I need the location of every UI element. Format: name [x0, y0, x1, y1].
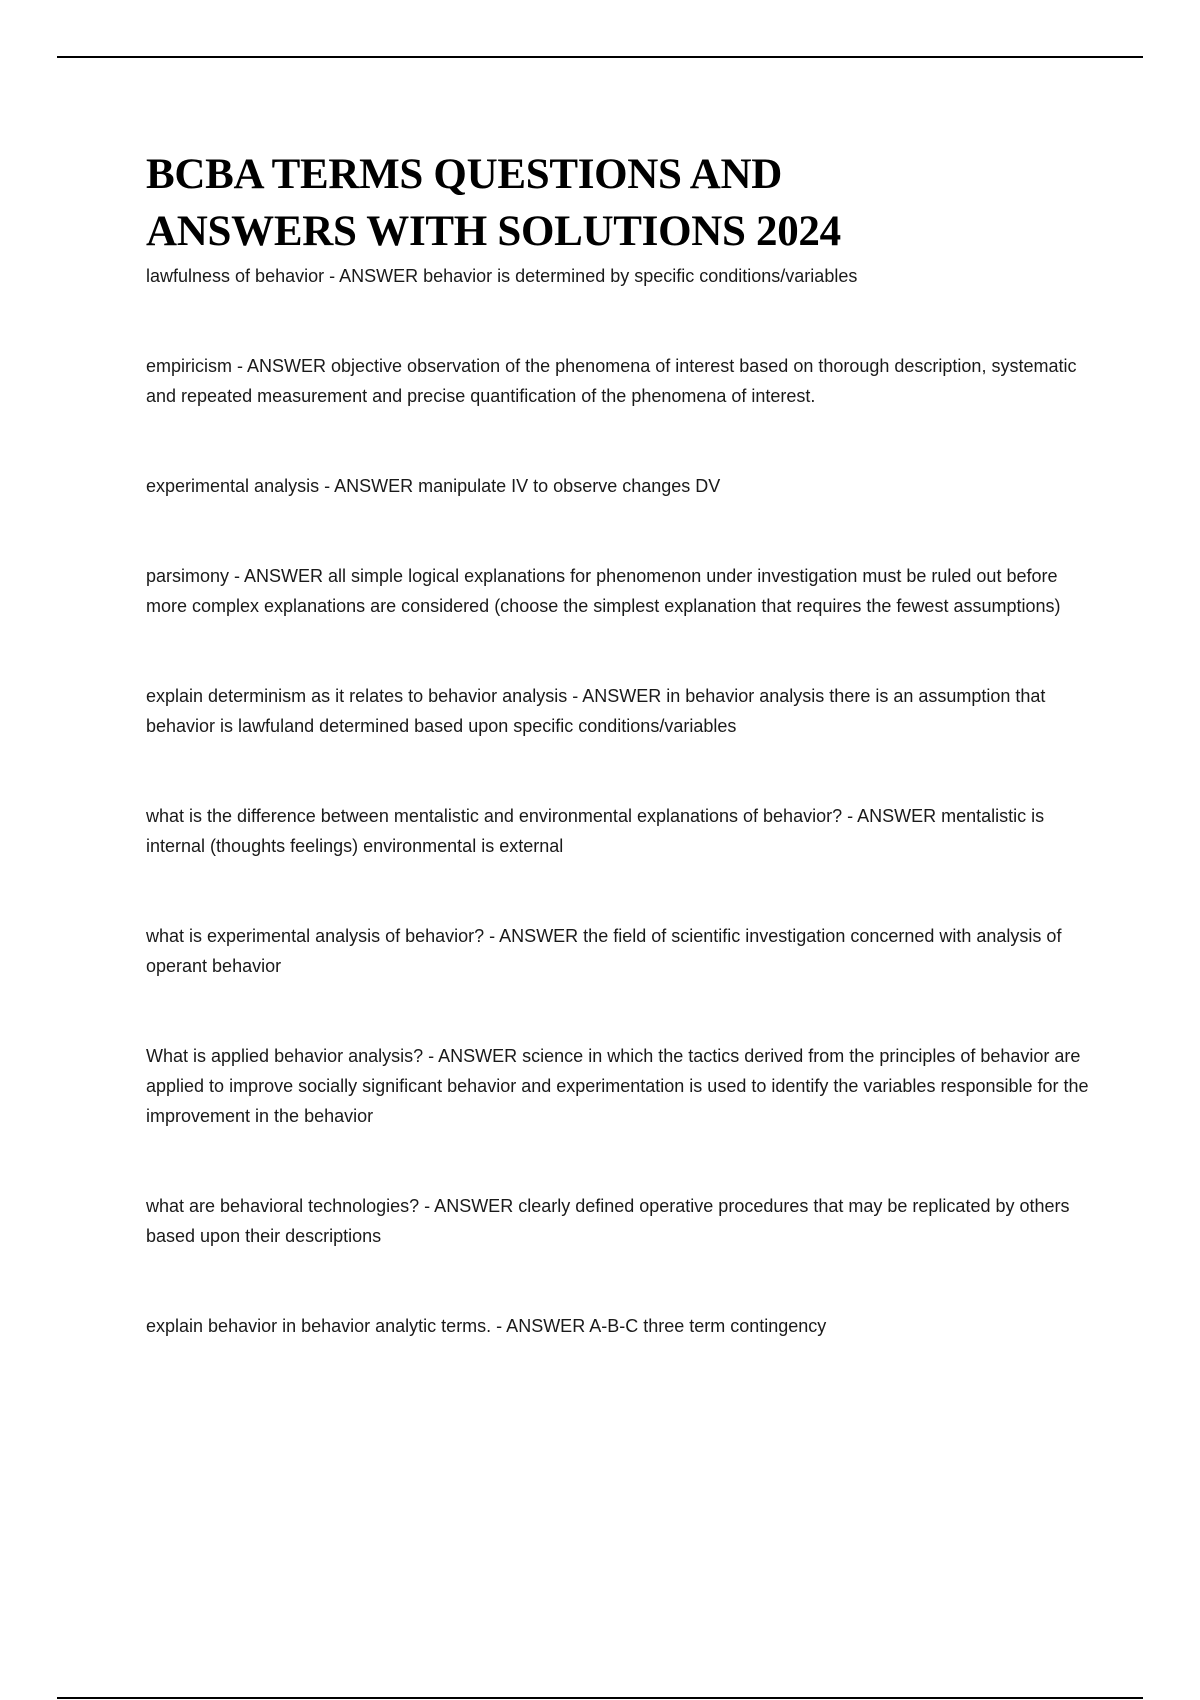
- qa-entry-eab: what is experimental analysis of behavior? - ANSWER the field of scientific investigation concerned with analysis of operant behavior: [146, 926, 1062, 976]
- document-body: [146, 146, 1096, 1401]
- qa-entry-aba: What is applied behavior analysis? - ANSWER science in which the tactics derived from the principles of behavior are applied to improve socially significant behavior and experimentation is used to identify the variables responsible for the improvement in the behavior: [146, 1046, 1089, 1126]
- top-divider: [57, 56, 1143, 58]
- title-line-2: ANSWERS WITH SOLUTIONS 2024: [146, 208, 841, 255]
- qa-entry-experimental-analysis: experimental analysis - ANSWER manipulate IV to observe changes DV: [146, 476, 721, 496]
- qa-entry-abc-contingency: explain behavior in behavior analytic terms. - ANSWER A-B-C three term contingency: [146, 1316, 827, 1336]
- qa-entry-determinism: explain determinism as it relates to behavior analysis - ANSWER in behavior analysis there is an assumption that behavior is lawfuland determined based upon specific conditions/variables: [146, 686, 1046, 736]
- qa-entry-empiricism: empiricism - ANSWER objective observation of the phenomena of interest based on thorough description, systematic and repeated measurement and precise quantification of the phenomena of interest.: [146, 356, 1077, 406]
- qa-entry-parsimony: parsimony - ANSWER all simple logical explanations for phenomenon under investigation must be ruled out before more complex explanations are considered (choose the simplest explanation that requires the fewest assumptions): [146, 566, 1061, 616]
- qa-entry-mentalistic-vs-environmental: what is the difference between mentalistic and environmental explanations of behavior? - ANSWER mentalistic is internal (thoughts feelings) environmental is external: [146, 806, 1045, 856]
- document-title: [146, 146, 1096, 260]
- qa-entry-lawfulness: lawfulness of behavior - ANSWER behavior is determined by specific conditions/variables: [146, 266, 858, 286]
- title-line-1: BCBA TERMS QUESTIONS AND: [146, 151, 782, 198]
- bottom-divider: [57, 1697, 1143, 1699]
- qa-entry-behavioral-technologies: what are behavioral technologies? - ANSWER clearly defined operative procedures that may be replicated by others based upon their descriptions: [146, 1196, 1070, 1246]
